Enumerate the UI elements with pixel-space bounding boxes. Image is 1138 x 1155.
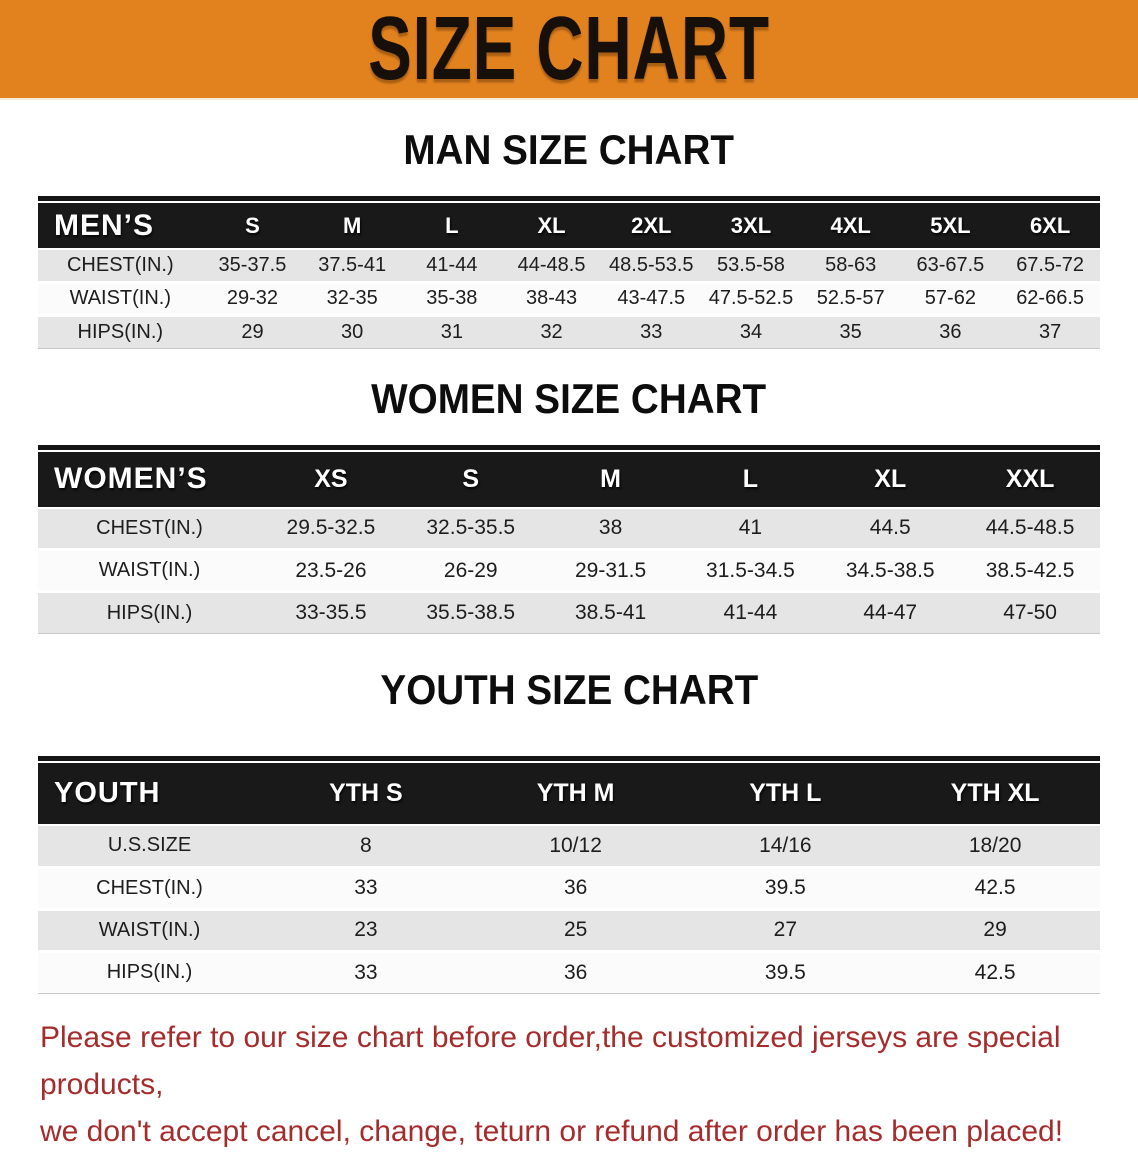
size-value-cell: 29.5-32.5 (261, 508, 401, 550)
size-value-cell: 44.5-48.5 (960, 508, 1100, 550)
table-row (38, 909, 1100, 951)
men-size-table (38, 203, 1100, 349)
size-value-cell: 38.5-42.5 (960, 550, 1100, 592)
size-column-header: M (541, 452, 681, 508)
size-value-cell: 41-44 (402, 249, 502, 282)
measurement-row-label: HIPS(IN.) (38, 951, 261, 993)
men-section-heading: MAN SIZE CHART (403, 126, 735, 173)
size-value-cell: 36 (471, 951, 681, 993)
size-column-header: S (401, 452, 541, 508)
size-value-cell: 31.5-34.5 (681, 550, 821, 592)
measurement-row-label: WAIST(IN.) (38, 282, 203, 315)
size-value-cell: 57-62 (901, 282, 1001, 315)
size-column-header: XS (261, 452, 401, 508)
size-value-cell: 44.5 (820, 508, 960, 550)
measurement-row-label: HIPS(IN.) (38, 315, 203, 348)
size-value-cell: 32.5-35.5 (401, 508, 541, 550)
women-section-heading: WOMEN SIZE CHART (371, 374, 767, 422)
disclaimer-line-2: we don't accept cancel, change, teturn or refund after order has been placed! (40, 1114, 1064, 1148)
size-value-cell: 14/16 (680, 825, 890, 867)
size-column-header: XL (502, 203, 602, 249)
size-value-cell: 8 (261, 825, 471, 867)
size-value-cell: 38-43 (502, 282, 602, 315)
size-value-cell: 35-37.5 (203, 249, 303, 282)
size-value-cell: 53.5-58 (701, 249, 801, 282)
size-column-header: 3XL (701, 203, 801, 249)
size-value-cell: 36 (901, 315, 1001, 348)
size-column-header: 4XL (801, 203, 901, 249)
size-value-cell: 34 (701, 315, 801, 348)
size-value-cell: 18/20 (890, 825, 1100, 867)
table-row (38, 282, 1100, 315)
measurement-row-label: U.S.SIZE (38, 825, 261, 867)
size-value-cell: 23 (261, 909, 471, 951)
size-column-header: 6XL (1000, 203, 1100, 249)
size-value-cell: 25 (471, 909, 681, 951)
size-value-cell: 41-44 (681, 592, 821, 634)
size-value-cell: 42.5 (890, 951, 1100, 993)
women-size-chart-section (0, 371, 1138, 635)
banner-title: SIZE CHART (368, 0, 770, 99)
youth-size-table (38, 763, 1100, 994)
size-column-header: YTH M (471, 763, 681, 825)
size-value-cell: 44-48.5 (502, 249, 602, 282)
size-value-cell: 31 (402, 315, 502, 348)
size-column-header: S (203, 203, 303, 249)
size-column-header: YTH S (261, 763, 471, 825)
size-column-header: 2XL (601, 203, 701, 249)
size-value-cell: 43-47.5 (601, 282, 701, 315)
table-header-row (38, 452, 1100, 508)
size-value-cell: 36 (471, 867, 681, 909)
measurement-row-label: HIPS(IN.) (38, 592, 261, 634)
size-value-cell: 33 (601, 315, 701, 348)
size-value-cell: 29-31.5 (541, 550, 681, 592)
size-column-header: L (402, 203, 502, 249)
size-value-cell: 29 (890, 909, 1100, 951)
size-value-cell: 52.5-57 (801, 282, 901, 315)
women-size-table-wrap (38, 445, 1100, 635)
size-value-cell: 62-66.5 (1000, 282, 1100, 315)
size-value-cell: 58-63 (801, 249, 901, 282)
size-value-cell: 63-67.5 (901, 249, 1001, 282)
size-value-cell: 33-35.5 (261, 592, 401, 634)
measurement-row-label: CHEST(IN.) (38, 508, 261, 550)
size-value-cell: 47-50 (960, 592, 1100, 634)
size-column-header: 5XL (901, 203, 1001, 249)
table-header-row (38, 203, 1100, 249)
size-value-cell: 48.5-53.5 (601, 249, 701, 282)
table-row (38, 951, 1100, 993)
table-row (38, 315, 1100, 348)
size-column-header: YTH XL (890, 763, 1100, 825)
size-value-cell: 27 (680, 909, 890, 951)
size-value-cell: 33 (261, 867, 471, 909)
size-value-cell: 38.5-41 (541, 592, 681, 634)
size-column-header: L (681, 452, 821, 508)
size-value-cell: 37 (1000, 315, 1100, 348)
table-row (38, 249, 1100, 282)
size-value-cell: 39.5 (680, 867, 890, 909)
size-value-cell: 38 (541, 508, 681, 550)
size-value-cell: 44-47 (820, 592, 960, 634)
size-value-cell: 32 (502, 315, 602, 348)
youth-size-table-wrap (38, 756, 1100, 994)
size-column-header: M (302, 203, 402, 249)
size-value-cell: 67.5-72 (1000, 249, 1100, 282)
size-value-cell: 23.5-26 (261, 550, 401, 592)
table-row (38, 825, 1100, 867)
size-chart-banner (0, 0, 1138, 100)
men-size-chart-section (0, 122, 1138, 349)
size-value-cell: 35.5-38.5 (401, 592, 541, 634)
size-value-cell: 30 (302, 315, 402, 348)
measurement-row-label: WAIST(IN.) (38, 550, 261, 592)
size-value-cell: 35-38 (402, 282, 502, 315)
table-header-row (38, 763, 1100, 825)
youth-section-heading: YOUTH SIZE CHART (380, 666, 758, 713)
size-value-cell: 29 (203, 315, 303, 348)
men-size-table-wrap (38, 196, 1100, 349)
size-value-cell: 33 (261, 951, 471, 993)
disclaimer-text (0, 1014, 1138, 1155)
size-column-header: XXL (960, 452, 1100, 508)
table-row (38, 550, 1100, 592)
size-value-cell: 42.5 (890, 867, 1100, 909)
measurement-row-label: WAIST(IN.) (38, 909, 261, 951)
size-value-cell: 26-29 (401, 550, 541, 592)
table-corner-label: YOUTH (38, 763, 261, 825)
size-value-cell: 37.5-41 (302, 249, 402, 282)
table-corner-label: WOMEN’S (38, 452, 261, 508)
disclaimer-line-1: Please refer to our size chart before order,the customized jerseys are special products, (40, 1020, 1061, 1101)
size-value-cell: 32-35 (302, 282, 402, 315)
size-value-cell: 34.5-38.5 (820, 550, 960, 592)
size-column-header: XL (820, 452, 960, 508)
size-value-cell: 10/12 (471, 825, 681, 867)
size-value-cell: 47.5-52.5 (701, 282, 801, 315)
table-row (38, 867, 1100, 909)
youth-size-chart-section (0, 662, 1138, 994)
size-value-cell: 29-32 (203, 282, 303, 315)
measurement-row-label: CHEST(IN.) (38, 249, 203, 282)
measurement-row-label: CHEST(IN.) (38, 867, 261, 909)
size-value-cell: 39.5 (680, 951, 890, 993)
table-corner-label: MEN’S (38, 203, 203, 249)
size-value-cell: 41 (681, 508, 821, 550)
table-row (38, 508, 1100, 550)
size-column-header: YTH L (680, 763, 890, 825)
table-row (38, 592, 1100, 634)
size-value-cell: 35 (801, 315, 901, 348)
women-size-table (38, 452, 1100, 635)
